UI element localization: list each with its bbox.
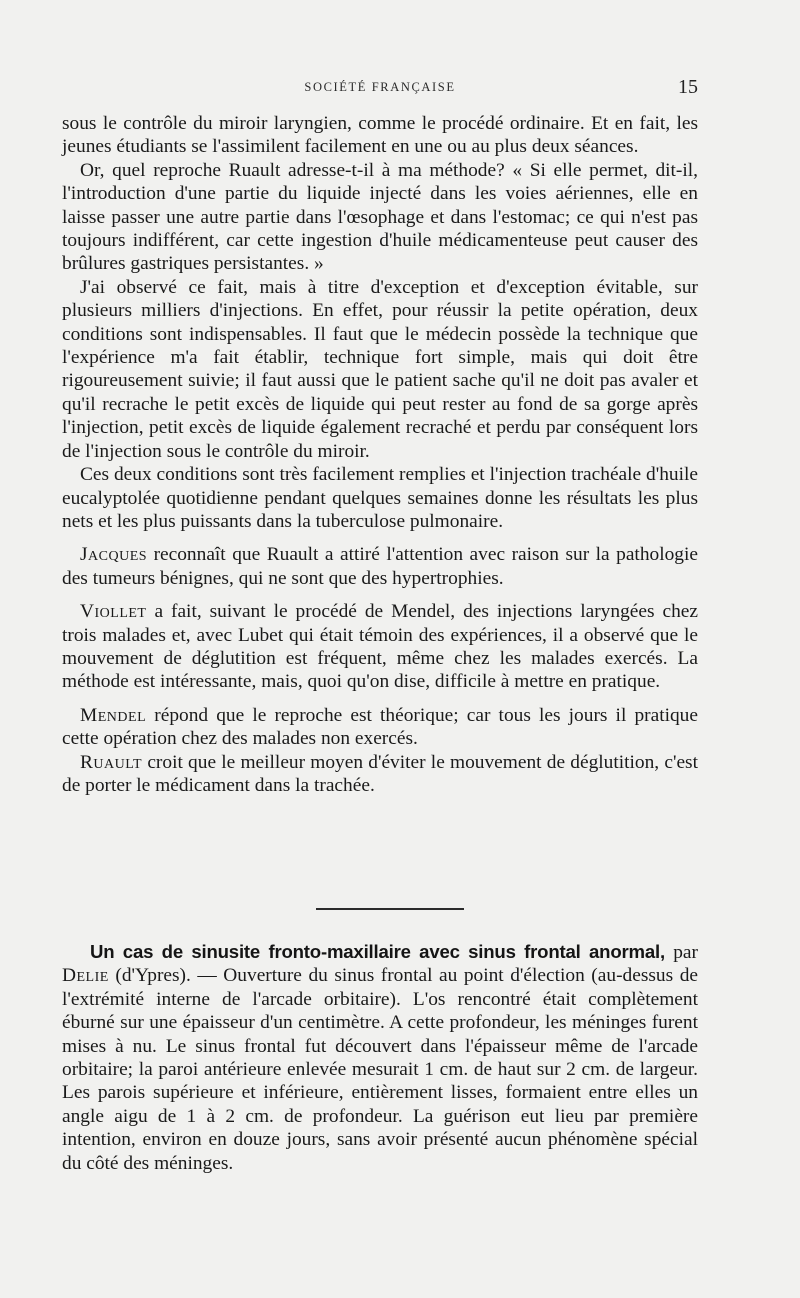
speaker-name: Jacques xyxy=(80,544,148,566)
paragraph-text: reconnaît que Ruault a attiré l'attention avec raison sur la pathologie des tumeurs bénignes, qui ne sont que des hypertrophies. xyxy=(62,544,698,589)
paragraph-text: Ces deux conditions sont très facilement remplies et l'injection trachéale d'huile eucalyptolée quotidienne pendant quelques semaines donne les résultats les plus nets et les plus puissants dans la tuberculose pulmonaire. xyxy=(62,464,698,532)
paragraph-continuation xyxy=(62,112,698,159)
paragraph-jacques xyxy=(62,543,698,590)
paragraph-conditions xyxy=(62,463,698,533)
paragraph-viollet xyxy=(62,600,698,694)
article-sinusite xyxy=(62,940,698,1175)
running-title: SOCIÉTÉ FRANÇAISE xyxy=(304,80,456,94)
speaker-name: Viollet xyxy=(80,601,147,623)
paragraph-mendel xyxy=(62,704,698,751)
paragraph-text: sous le contrôle du miroir laryngien, comme le procédé ordinaire. Et en fait, les jeunes étudiants se l'assimilent facilement en une ou au plus deux séances. xyxy=(62,113,698,158)
paragraph-reproche xyxy=(62,159,698,276)
paragraph-ruault xyxy=(62,751,698,798)
running-head xyxy=(62,76,698,100)
paragraph-text: a fait, suivant le procédé de Mendel, des injections laryngées chez trois malades et, avec Lubet qui était témoin des expériences, il a observé que le mouvement de déglutition est fréquent, même chez les malades exercés. La méthode est intéressante, mais, quoi qu'on dise, difficile à mettre en pratique. xyxy=(62,601,698,693)
paragraph-observation xyxy=(62,276,698,463)
paragraph-text: répond que le reproche est théorique; car tous les jours il pratique cette opération chez des malades non exercés. xyxy=(62,704,698,750)
article-author: Delie xyxy=(62,965,109,987)
article-title: Un cas de sinusite fronto-maxillaire avec sinus frontal anormal, xyxy=(90,941,665,962)
paragraph-text: croit que le meilleur moyen d'éviter le mouvement de déglutition, c'est de porter le médicament dans la trachée. xyxy=(62,751,698,796)
discussion-text xyxy=(62,112,698,797)
article-paragraph xyxy=(62,940,698,1175)
article-text: (d'Ypres). — Ouverture du sinus frontal au point d'élection (au-dessus de l'extrémité interne de l'arcade orbitaire). L'os rencontré était complètement éburné sur une épaisseur d'un centimètre. A cette profondeur, les méninges furent mises à nu. Le sinus frontal fut découvert dans l'épaisseur même de l'arcade orbitaire; la paroi antérieure enlevée mesurait 1 cm. de haut sur 2 cm. de largeur. Les parois supérieure et inférieure, entièrement lisses, formaient entre elles un angle aigu de 1 à 2 cm. de profondeur. La guérison eut lieu par première intention, environ en douze jours, sans avoir présenté aucun phénomène spécial du côté des méninges. xyxy=(62,965,698,1174)
byline-prefix: par xyxy=(673,942,698,963)
speaker-name: Ruault xyxy=(80,751,143,773)
page-number: 15 xyxy=(678,76,698,98)
paragraph-text: Or, quel reproche Ruault adresse-t-il à ma méthode? « Si elle permet, dit-il, l'introduction d'une partie du liquide injecté dans les voies aériennes, elle en laisse passer une autre partie dans l'œsophage et dans l'estomac; ce qui n'est pas toujours indifférent, car cette ingestion d'huile médicamenteuse peut causer des brûlures gastriques persistantes. » xyxy=(62,159,698,275)
speaker-name: Mendel xyxy=(80,704,147,726)
section-divider xyxy=(316,908,464,910)
paragraph-text: J'ai observé ce fait, mais à titre d'exception et d'exception évitable, sur plusieurs milliers d'injections. En effet, pour réussir la petite opération, deux conditions sont indispensables. Il faut que le médecin possède la technique que l'expérience m'a fait établir, technique fort simple, mais qui doit être rigoureusement suivie; il faut aussi que le patient sache qu'il ne doit pas avaler et qu'il recrache le petit excès de liquide qui peut rester au fond de sa gorge après l'injection, petit excès de liquide également recraché et perdu par conséquent lors de l'injection sous le contrôle du miroir. xyxy=(62,276,698,462)
